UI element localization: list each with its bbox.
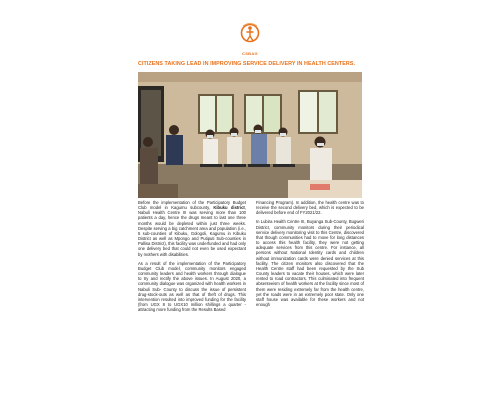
paragraph: In Lubira Health Centre III, Buyanga Sub-County, Bugweri District, community monitors during their periodical service delivery monitoring visit to this Centre, discovered that though communities had to move for long distances to access this health facility, they were not getting adequate services from this centre. For instance, all persons without National Identity cards and children without immunization cards were denied services at this facility. The citizen monitors also discovered that the Health Centre staff had been requested by the Sub County leaders to vacate their houses, which were later rented to road contractors. This culminated into frequent absenteeism of health workers at the facility since most of them were residing extremely far from the health centre, yet the roads were in an extremely poor state. Only one staff house was available for these workers and not enough <box>256 219 364 307</box>
article-body <box>138 200 364 376</box>
paragraph: Financing Program). In addition, the health centre was to receive the second delivery bed, which is expected to be delivered before end of FY2021/22. <box>256 200 364 216</box>
page-title: CITIZENS TAKING LEAD IN IMPROVING SERVICE DELIVERY IN HEALTH CENTERS. <box>138 61 355 67</box>
paragraph: As a result of the implementation of the Participatory Budget Club model, community monitors engaged community leaders and health workers through dialogue to try and rectify the above issues. In August 2020, a community dialogue was organized with health workers in Nabuli Sub- County to discuss the issue of persistent drug-stock-outs as well as that of theft of drugs. This intervention resulted into improved funding for the facility (from UGX 8 to UGX10 million shillings a quarter - attracting more funding from the Results Based <box>138 260 246 313</box>
district-name: Kibuku district <box>213 205 245 211</box>
csbag-logo <box>238 22 262 52</box>
paragraph <box>138 200 246 257</box>
document-page <box>134 22 366 376</box>
meeting-photo <box>138 72 362 198</box>
left-column <box>138 200 246 316</box>
right-column <box>256 200 364 311</box>
logo-text: CSBAG <box>242 51 258 56</box>
text-run: Before the implementation of the Participatory Budget Club model in Kagumu subcounty, <box>138 200 246 211</box>
text-run: , Nabuli Health Centre III was serving more than 100 patients a day, hence the drugs meant to last one three months would be depleted within just three weeks. Despite serving a big catchment area and population (i.e., 5 sub-counties of Kibuku, Gologoli, Kagumu in Kibuku District as well as Mpongo and Putiputi Sub-counties in Pallisa District), this facility was underfunded and had only one delivery bed that could not even be used expectant by mothers with disabilities. <box>138 205 246 257</box>
